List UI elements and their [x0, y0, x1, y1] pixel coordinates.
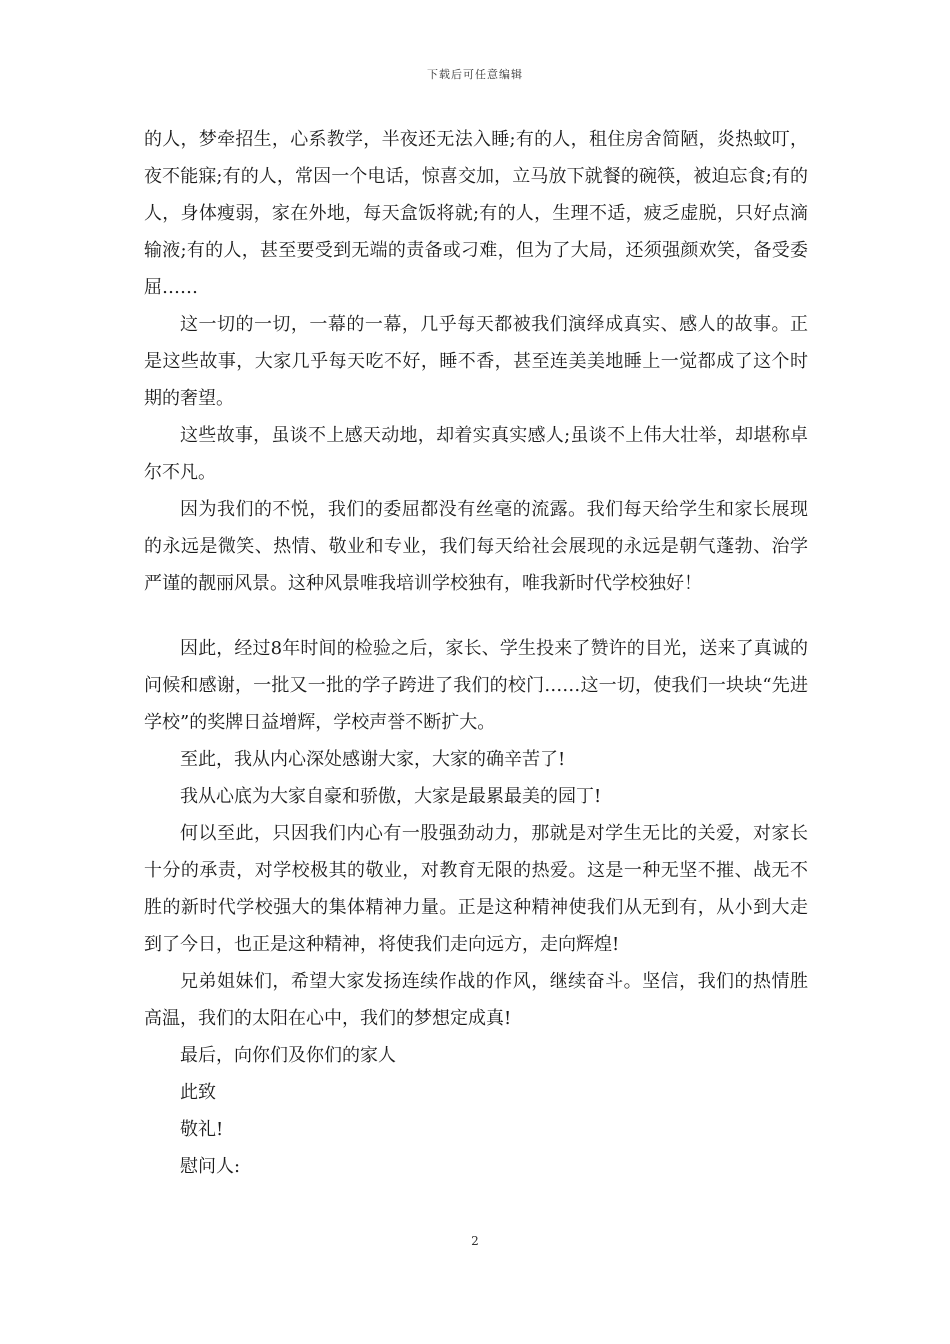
paragraph-pride: 我从心底为大家自豪和骄傲，大家是最累最美的园丁! [180, 786, 602, 807]
paragraph-siblings: 兄弟姐妹们，希望大家发扬连续作战的作风，继续奋斗。坚信，我们的热情胜高温，我们的太阳在心中，我们的梦想定成真! [144, 971, 808, 1029]
paragraph-continuation: 的人，梦牵招生，心系教学，半夜还无法入睡;有的人，租住房舍简陋，炎热蚊叮，夜不能寐;有的人，常因一个电话，惊喜交加，立马放下就餐的碗筷，被迫忘食;有的人，身体瘦弱，家在外地，每天盒饭将就;有的人，生理不适，疲乏虚脱，只好点滴输液;有的人，甚至要受到无端的责备或刁难，但为了大局，还须强颜欢笑，备受委屈…… [144, 129, 808, 298]
paragraph-eight-years: 因此，经过8年时间的检验之后，家长、学生投来了赞许的目光，送来了真诚的问候和感谢，一批又一批的学子跨进了我们的校门……这一切，使我们一块块“先进学校”的奖牌日益增辉，学校声誉不断扩大。 [144, 638, 808, 733]
page-header: 下载后可任意编辑 [427, 68, 523, 81]
closing-jingli: 敬礼! [180, 1119, 224, 1140]
closing-cizhi: 此致 [180, 1082, 216, 1103]
paragraph-finally: 最后，向你们及你们的家人 [180, 1045, 396, 1066]
signature-label: 慰问人: [180, 1156, 241, 1177]
letter-body [144, 121, 808, 1185]
paragraph-moving: 这些故事，虽谈不上感天动地，却着实真实感人;虽谈不上伟大壮举，却堪称卓尔不凡。 [144, 425, 808, 483]
paragraph-thanks: 至此，我从内心深处感谢大家，大家的确辛苦了! [180, 749, 566, 770]
paragraph-spirit: 何以至此，只因我们内心有一股强劲动力，那就是对学生无比的关爱，对家长十分的承责，对学校极其的敬业，对教育无限的热爱。这是一种无坚不摧、战无不胜的新时代学校强大的集体精神力量。正是这种精神使我们从无到有，从小到大走到了今日，也正是这种精神，将使我们走向远方，走向辉煌! [144, 823, 808, 955]
paragraph-smile: 因为我们的不悦，我们的委屈都没有丝毫的流露。我们每天给学生和家长展现的永远是微笑、热情、敬业和专业，我们每天给社会展现的永远是朝气蓬勃、治学严谨的靓丽风景。这种风景唯我培训学校独有，唯我新时代学校独好！ [144, 499, 808, 594]
page-number: 2 [471, 1234, 479, 1248]
paragraph-stories: 这一切的一切，一幕的一幕，几乎每天都被我们演绎成真实、感人的故事。正是这些故事，大家几乎每天吃不好，睡不香，甚至连美美地睡上一觉都成了这个时期的奢望。 [144, 314, 808, 409]
